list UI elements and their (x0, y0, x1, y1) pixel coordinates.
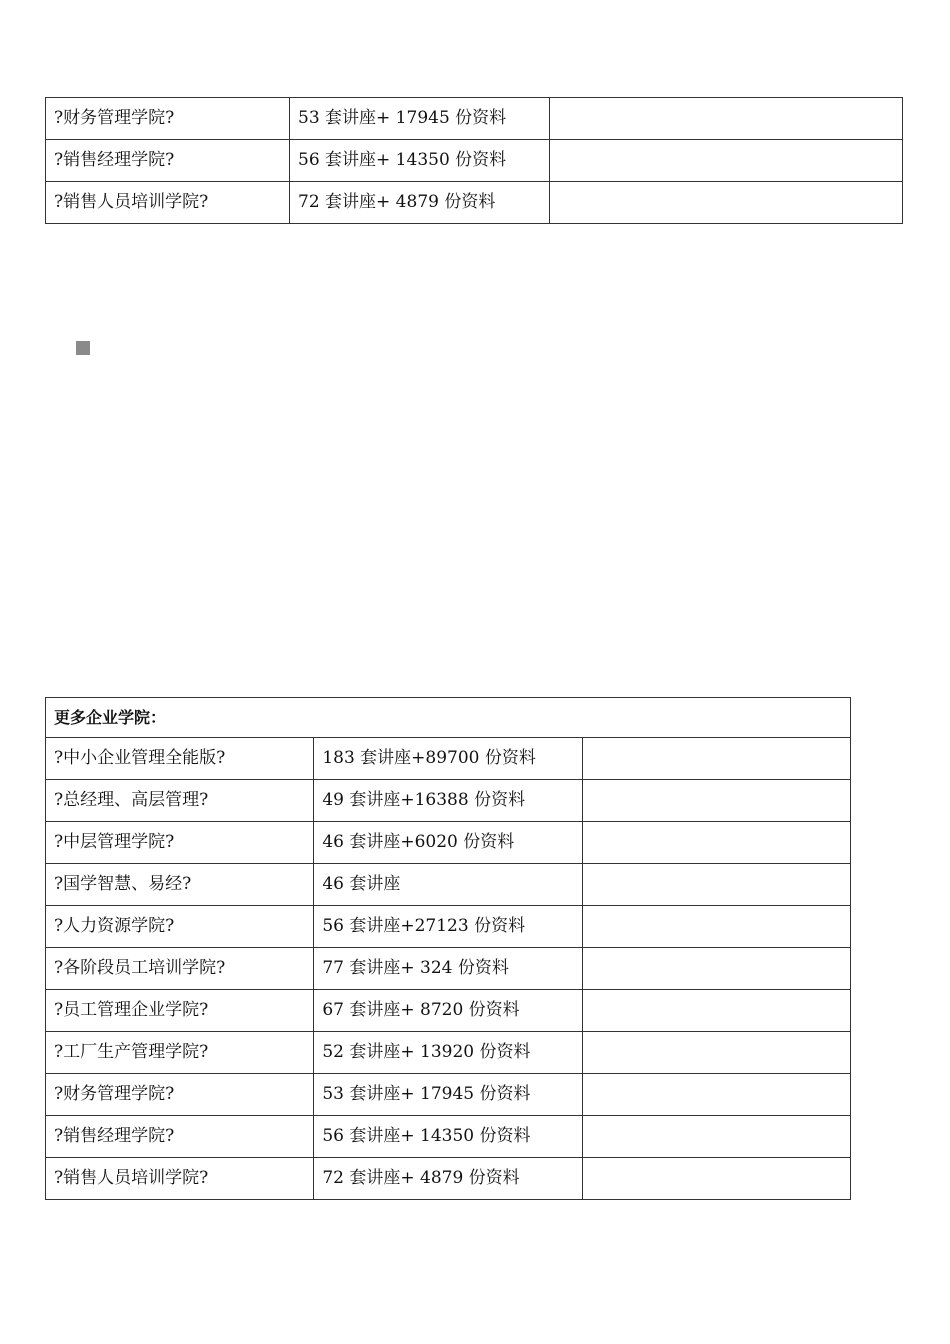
academy-extra (582, 906, 850, 948)
academy-extra (582, 1032, 850, 1074)
academy-content: 67 套讲座+ 8720 份资料 (314, 990, 582, 1032)
table-row (46, 182, 903, 224)
academy-extra (582, 990, 850, 1032)
academy-name: ?销售经理学院? (46, 140, 290, 182)
academy-content: 52 套讲座+ 13920 份资料 (314, 1032, 582, 1074)
table-row (46, 98, 903, 140)
table-row (46, 1074, 851, 1116)
academy-content: 72 套讲座+ 4879 份资料 (290, 182, 550, 224)
table-row (46, 906, 851, 948)
academy-name: ?销售经理学院? (46, 1116, 314, 1158)
academy-extra (582, 738, 850, 780)
academy-name: ?工厂生产管理学院? (46, 1032, 314, 1074)
table-row (46, 822, 851, 864)
table-row (46, 1158, 851, 1200)
academy-content: 49 套讲座+16388 份资料 (314, 780, 582, 822)
academy-extra (550, 182, 903, 224)
academy-extra (550, 98, 903, 140)
academy-extra (550, 140, 903, 182)
square-bullet-icon (76, 341, 90, 355)
academy-content: 46 套讲座+6020 份资料 (314, 822, 582, 864)
academy-name: ?销售人员培训学院? (46, 1158, 314, 1200)
academy-name: ?人力资源学院? (46, 906, 314, 948)
academy-extra (582, 864, 850, 906)
academy-content: 56 套讲座+ 14350 份资料 (314, 1116, 582, 1158)
academy-name: ?总经理、高层管理? (46, 780, 314, 822)
more-academies-table (45, 697, 851, 1200)
table-header-row (46, 698, 851, 738)
academy-name: ?中小企业管理全能版? (46, 738, 314, 780)
academy-content: 56 套讲座+ 14350 份资料 (290, 140, 550, 182)
table-row (46, 1032, 851, 1074)
top-academy-table (45, 97, 903, 224)
academy-name: ?国学智慧、易经? (46, 864, 314, 906)
academy-content: 53 套讲座+ 17945 份资料 (290, 98, 550, 140)
academy-extra (582, 1116, 850, 1158)
academy-content: 72 套讲座+ 4879 份资料 (314, 1158, 582, 1200)
academy-name: ?财务管理学院? (46, 1074, 314, 1116)
academy-name: ?销售人员培训学院? (46, 182, 290, 224)
academy-extra (582, 1074, 850, 1116)
table-row (46, 140, 903, 182)
table-row (46, 864, 851, 906)
academy-content: 53 套讲座+ 17945 份资料 (314, 1074, 582, 1116)
academy-content: 46 套讲座 (314, 864, 582, 906)
academy-extra (582, 780, 850, 822)
table-row (46, 780, 851, 822)
academy-name: ?财务管理学院? (46, 98, 290, 140)
table-header: 更多企业学院： (46, 698, 851, 738)
table-row (46, 990, 851, 1032)
academy-name: ?员工管理企业学院? (46, 990, 314, 1032)
academy-name: ?中层管理学院? (46, 822, 314, 864)
table-row (46, 738, 851, 780)
table-row (46, 1116, 851, 1158)
academy-content: 183 套讲座+89700 份资料 (314, 738, 582, 780)
table-row (46, 948, 851, 990)
academy-extra (582, 1158, 850, 1200)
academy-extra (582, 948, 850, 990)
academy-name: ?各阶段员工培训学院? (46, 948, 314, 990)
academy-content: 77 套讲座+ 324 份资料 (314, 948, 582, 990)
academy-content: 56 套讲座+27123 份资料 (314, 906, 582, 948)
academy-extra (582, 822, 850, 864)
